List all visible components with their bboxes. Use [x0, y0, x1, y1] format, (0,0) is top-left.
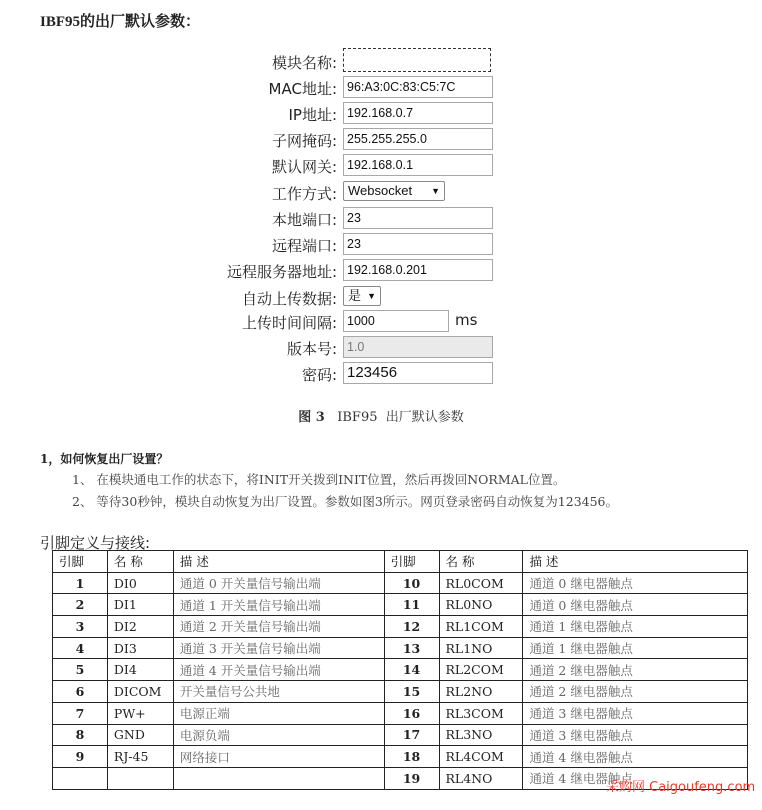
desc-cell	[173, 767, 384, 789]
figure-caption-text: IBF95 出厂默认参数	[337, 410, 464, 425]
table-row	[53, 681, 748, 703]
desc-cell: 通道 4 开关量信号输出端	[173, 659, 384, 681]
pin-cell: 5	[53, 659, 108, 681]
desc-cell: 通道 1 继电器触点	[523, 637, 748, 659]
password-input[interactable]: 123456	[343, 362, 493, 384]
row-mac	[0, 76, 762, 100]
name-cell: RL2COM	[439, 659, 523, 681]
table-row	[53, 594, 748, 616]
pin-cell: 8	[53, 724, 108, 746]
name-cell: DICOM	[107, 681, 173, 703]
pin-cell	[53, 767, 108, 789]
figure-number: 图 3	[298, 410, 325, 425]
desc-cell: 开关量信号公共地	[173, 681, 384, 703]
pin-table	[52, 550, 748, 790]
desc-cell: 通道 4 继电器触点	[523, 767, 748, 789]
header-name: 名 称	[439, 551, 523, 573]
row-upload-interval	[0, 310, 762, 334]
header-name: 名 称	[107, 551, 173, 573]
name-cell: RL1NO	[439, 637, 523, 659]
desc-cell: 通道 1 开关量信号输出端	[173, 594, 384, 616]
row-local-port	[0, 207, 762, 231]
name-cell: DI0	[107, 572, 173, 594]
work-mode-label: 工作方式:	[271, 185, 337, 203]
row-server-addr	[0, 259, 762, 283]
desc-cell: 网络接口	[173, 746, 384, 768]
name-cell: RJ-45	[107, 746, 173, 768]
name-cell: RL0NO	[439, 594, 523, 616]
ip-label: IP地址:	[288, 106, 337, 124]
pin-cell: 18	[384, 746, 439, 768]
header-pin: 引脚	[53, 551, 108, 573]
ip-input[interactable]: 192.168.0.7	[343, 102, 493, 124]
subnet-input[interactable]: 255.255.255.0	[343, 128, 493, 150]
desc-cell: 通道 2 继电器触点	[523, 681, 748, 703]
pin-cell: 10	[384, 572, 439, 594]
table-header-row	[53, 551, 748, 573]
desc-cell: 电源负端	[173, 724, 384, 746]
desc-cell: 通道 4 继电器触点	[523, 746, 748, 768]
upload-interval-unit: ms	[455, 311, 478, 329]
table-row	[53, 702, 748, 724]
pin-cell: 15	[384, 681, 439, 703]
table-row	[53, 616, 748, 638]
pin-cell: 7	[53, 702, 108, 724]
restore-question: 1，如何恢复出厂设置？	[40, 452, 169, 466]
desc-cell: 通道 0 继电器触点	[523, 572, 748, 594]
dropdown-arrow-icon: ▼	[431, 186, 440, 196]
pin-cell: 3	[53, 616, 108, 638]
subnet-label: 子网掩码:	[271, 132, 337, 150]
watermark: 采购网 Caigoufeng.com	[606, 780, 756, 795]
pin-cell: 2	[53, 594, 108, 616]
desc-cell: 电源正端	[173, 702, 384, 724]
name-cell: RL4COM	[439, 746, 523, 768]
upload-interval-label: 上传时间间隔:	[241, 314, 337, 332]
pin-cell: 12	[384, 616, 439, 638]
name-cell	[107, 767, 173, 789]
auto-upload-select[interactable]	[343, 286, 381, 306]
desc-cell: 通道 3 开关量信号输出端	[173, 637, 384, 659]
desc-cell: 通道 2 开关量信号输出端	[173, 616, 384, 638]
name-cell: DI3	[107, 637, 173, 659]
name-cell: RL3NO	[439, 724, 523, 746]
name-cell: RL4NO	[439, 767, 523, 789]
header-desc: 描 述	[523, 551, 748, 573]
pin-cell: 11	[384, 594, 439, 616]
name-cell: DI2	[107, 616, 173, 638]
auto-upload-label: 自动上传数据:	[241, 290, 337, 308]
local-port-label: 本地端口:	[271, 211, 337, 229]
row-password	[0, 362, 762, 386]
row-auto-upload	[0, 286, 762, 310]
mac-label: MAC地址:	[268, 80, 337, 98]
page-heading: IBF95的出厂默认参数：	[40, 14, 201, 30]
module-name-label: 模块名称:	[271, 54, 337, 72]
name-cell: RL0COM	[439, 572, 523, 594]
row-version	[0, 336, 762, 360]
row-module-name	[0, 50, 762, 74]
pin-cell: 9	[53, 746, 108, 768]
upload-interval-input[interactable]: 1000	[343, 310, 449, 332]
pin-cell: 17	[384, 724, 439, 746]
table-row	[53, 659, 748, 681]
password-label: 密码:	[301, 366, 337, 384]
version-label: 版本号:	[286, 340, 337, 358]
pin-cell: 19	[384, 767, 439, 789]
pin-cell: 1	[53, 572, 108, 594]
work-mode-value: Websocket	[348, 183, 413, 198]
row-subnet	[0, 128, 762, 152]
desc-cell: 通道 0 开关量信号输出端	[173, 572, 384, 594]
table-row	[53, 724, 748, 746]
header-desc: 描 述	[173, 551, 384, 573]
row-work-mode	[0, 181, 762, 205]
table-row	[53, 746, 748, 768]
name-cell: PW+	[107, 702, 173, 724]
row-remote-port	[0, 233, 762, 257]
version-input: 1.0	[343, 336, 493, 358]
pin-table-title: 引脚定义与接线:	[40, 534, 151, 552]
pin-cell: 16	[384, 702, 439, 724]
desc-cell: 通道 0 继电器触点	[523, 594, 748, 616]
name-cell: DI1	[107, 594, 173, 616]
table-row	[53, 572, 748, 594]
row-ip	[0, 102, 762, 126]
name-cell: DI4	[107, 659, 173, 681]
mac-input[interactable]: 96:A3:0C:83:C5:7C	[343, 76, 493, 98]
server-addr-label: 远程服务器地址:	[226, 263, 337, 281]
restore-step-2: 2、 等待30秒钟，模块自动恢复为出厂设置。参数如图3所示。网页登录密码自动恢复为123456。	[72, 494, 619, 509]
pin-cell: 6	[53, 681, 108, 703]
auto-upload-value: 是	[348, 288, 362, 303]
pin-cell: 14	[384, 659, 439, 681]
name-cell: GND	[107, 724, 173, 746]
remote-port-label: 远程端口:	[271, 237, 337, 255]
server-addr-input[interactable]: 192.168.0.201	[343, 259, 493, 281]
local-port-input[interactable]: 23	[343, 207, 493, 229]
gateway-input[interactable]: 192.168.0.1	[343, 154, 493, 176]
pin-cell: 13	[384, 637, 439, 659]
figure-caption	[0, 406, 762, 425]
restore-step-1: 1、 在模块通电工作的状态下，将INIT开关拨到INIT位置，然后再拨回NORMAL位置。	[72, 472, 566, 487]
name-cell: RL2NO	[439, 681, 523, 703]
name-cell: RL3COM	[439, 702, 523, 724]
gateway-label: 默认网关:	[271, 158, 337, 176]
module-name-input[interactable]	[343, 48, 491, 72]
desc-cell: 通道 2 继电器触点	[523, 659, 748, 681]
desc-cell: 通道 3 继电器触点	[523, 724, 748, 746]
header-pin: 引脚	[384, 551, 439, 573]
desc-cell: 通道 3 继电器触点	[523, 702, 748, 724]
work-mode-select[interactable]	[343, 181, 445, 201]
remote-port-input[interactable]: 23	[343, 233, 493, 255]
dropdown-arrow-icon: ▼	[367, 291, 376, 301]
table-row	[53, 637, 748, 659]
name-cell: RL1COM	[439, 616, 523, 638]
row-gateway	[0, 154, 762, 178]
pin-cell: 4	[53, 637, 108, 659]
desc-cell: 通道 1 继电器触点	[523, 616, 748, 638]
